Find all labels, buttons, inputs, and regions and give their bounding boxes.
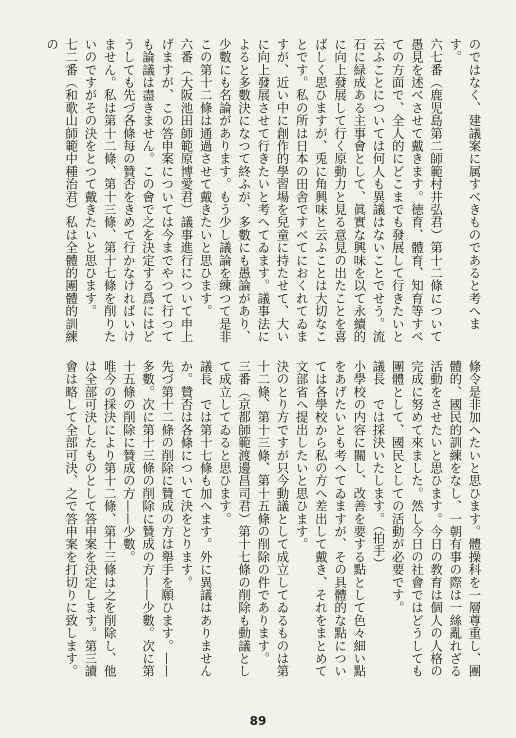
section-divider: [34, 350, 484, 351]
lower-text-block: 條令是非加へたいと思ひます。體操科を一層尊重し、團體的、國民的訓練をなし、一朝有事の際は一絲亂れざる活動をさせたいと思ひます。今日の教育は個人の人格の完成に努めて來ました。然し今日の社會ではどうしても團體として、國民としての活動が必要です。 議長 では採決いたします。（拍手） 小學校の内容に關し、改善を要する點として色々細い點をあげたいとも考へてゐますが、その具體的な點については各學校から私の方へ差出して戴き、それをまとめて文部省へ提出したいと思ひます。 決のとり方ですが只今動議として成立してゐるものは第十二條、第十三條、第十五條の削除の件であります。 三番（京都師範渡邊昌司君）第十七條の削除も動議として成立してゐると思ひます。 議長 では第十七條も加へます。外に異議はありませんか。贊否は各條について決をとります。 先づ第十二條の削除に贊成の方は舉手を願ひます。——多數。次に第十三條の削除に贊成の方——少數。次に第十五條の削除に贊成の方——少數。 唯今の採決により第十二條、第十三條は之を削除し、他は全部可決したものとして答申案を決定します。第三讀會は略して全部可決、之で答申案を打切りに致します。: [63, 360, 482, 678]
page-number: 89: [249, 714, 267, 728]
upper-text-block: のではなく、建議案に属すべきものであると考へます。 六七番（鹿児島第二師範村井弘君）第十二條について愚見を述べさせて戴きます。徳育、體育、知育等すべての方面で、全人的にどこまでも發展して行きたいと云ふことについては何人も異議はないことでせう。流石に緑成ある主事會として、眞實な興味を以て永續的に向上發展して行く原動力と見る意見の出たことを喜ばしく思ひますが、兎に角興味と云ふことは大切なことです。私の所は日本の田舎ですべてにおくれてゐますが、近い中に創作的學習場を兒童に持たせて、大いに向上發展させて行きたいと考へてゐます。議事法によると多數決になつて終ふが、多數にも愚論があり、少數にも名論があります。もう少し議論を練つて是非この第十二條は通過させて戴きたいと思ひます。 六番（大阪池田師範原博愛君）議事進行について申上げますが、この答申案については今までやつて行つても論議は盡きません。この會で之を決定する爲にはどうしても先づ各條每の贊否をきめて行かなければいけません。私は第十二條、第十三條、第十七條を削りたいのですがその決をとつて戴きたいと思ひます。 七二番（和歌山師範中種治君）私は全體的團體的訓練の: [44, 38, 482, 343]
